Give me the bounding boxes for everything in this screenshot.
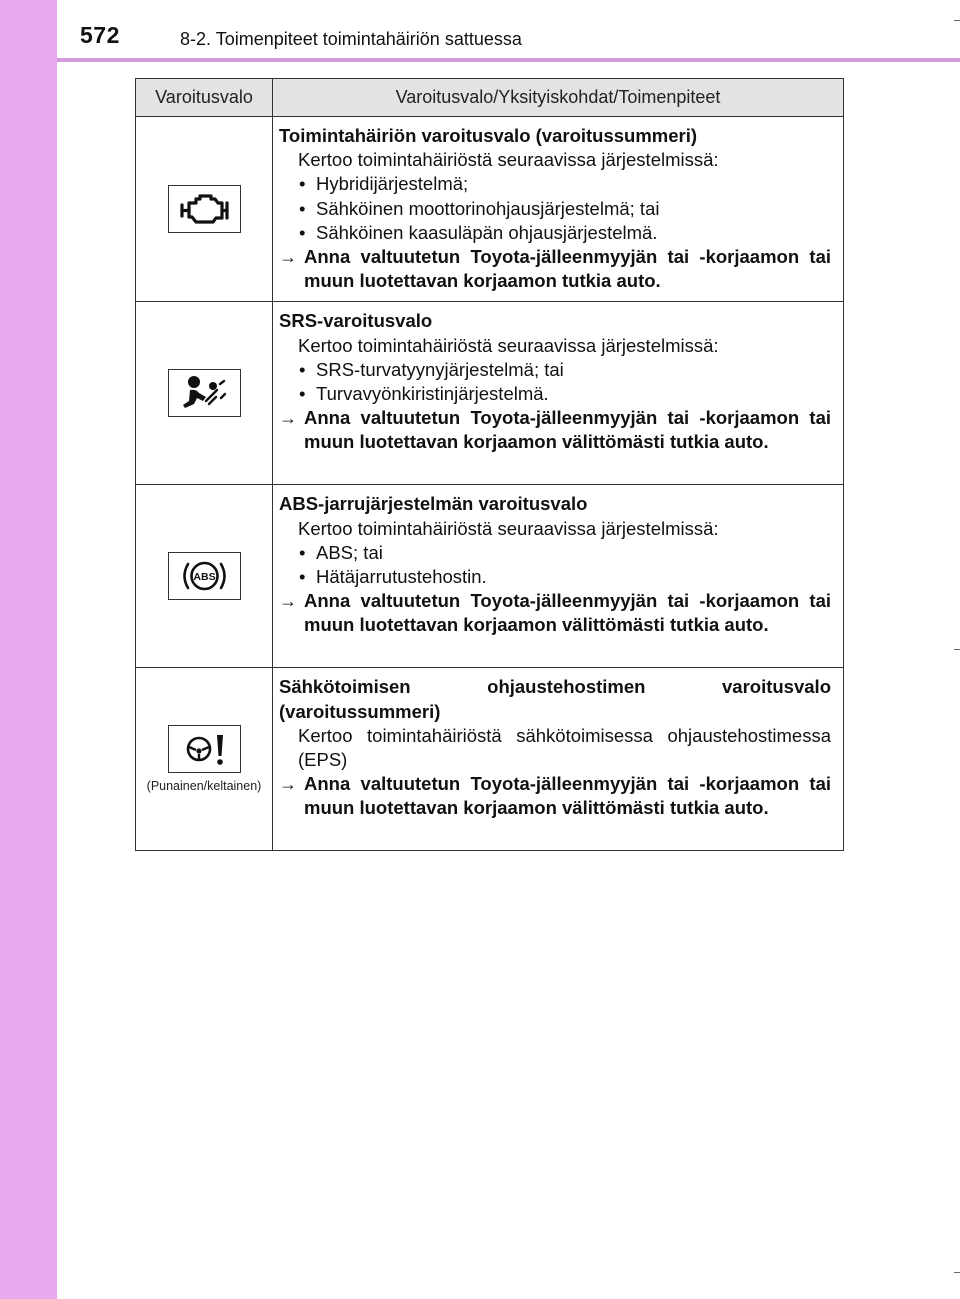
table-row xyxy=(136,117,844,302)
check-engine-icon xyxy=(168,185,241,233)
action-instruction xyxy=(279,772,831,820)
crop-mark xyxy=(954,20,960,21)
action-text: Anna valtuutetun Toyota-jälleenmyyjän tai -korjaamon tai muun luotettavan korjaamon tutkia auto. xyxy=(304,246,831,292)
action-text: Anna valtuutetun Toyota-jälleenmyyjän tai -korjaamon tai muun luotettavan korjaamon välittömästi tutkia auto. xyxy=(304,590,831,636)
icon-cell xyxy=(136,485,273,668)
crop-mark xyxy=(954,649,960,650)
warning-light-table xyxy=(135,78,844,851)
warning-description: Kertoo toimintahäiriöstä seuraavissa järjestelmissä: xyxy=(298,517,719,539)
column-header-details: Varoitusvalo/Yksityiskohdat/Toimenpiteet xyxy=(273,79,844,117)
table-header-row xyxy=(136,79,844,117)
icon-cell xyxy=(136,117,273,302)
warning-title: SRS-varoitusvalo xyxy=(279,310,433,332)
svg-text:ABS: ABS xyxy=(192,571,216,584)
arrow-right-icon: → xyxy=(279,247,297,268)
warning-title: ABS-jarrujärjestelmän varoitusvalo xyxy=(279,493,588,515)
arrow-right-icon: → xyxy=(279,408,297,429)
warning-description: Kertoo toimintahäiriöstä seuraavissa järjestelmissä: xyxy=(298,149,719,171)
list-item: • Hätäjarrutustehostin. xyxy=(279,565,831,589)
table-row xyxy=(136,485,844,668)
header-rule xyxy=(57,58,960,62)
side-color-band xyxy=(0,0,57,1299)
icon-cell xyxy=(136,302,273,485)
action-text: Anna valtuutetun Toyota-jälleenmyyjän tai -korjaamon tai muun luotettavan korjaamon välittömästi tutkia auto. xyxy=(304,407,831,453)
list-item: • Turvavyönkiristinjärjestelmä. xyxy=(279,382,831,406)
icon-caption: (Punainen/keltainen) xyxy=(146,779,262,794)
warning-description: Kertoo toimintahäiriöstä seuraavissa järjestelmissä: xyxy=(298,334,719,356)
action-instruction xyxy=(279,589,831,637)
abs-icon xyxy=(168,552,241,600)
page-number: 572 xyxy=(80,22,120,48)
list-item: • ABS; tai xyxy=(279,541,831,565)
warning-description: Kertoo toimintahäiriöstä sähkötoimisessa ohjaustehostimessa (EPS) xyxy=(298,724,831,771)
list-item: • Sähköinen moottorinohjausjärjestelmä; tai xyxy=(279,197,831,221)
action-text: Anna valtuutetun Toyota-jälleenmyyjän tai -korjaamon tai muun luotettavan korjaamon välittömästi tutkia auto. xyxy=(304,773,831,819)
warning-title: Toimintahäiriön varoitusvalo (varoitussummeri) xyxy=(279,125,698,146)
table-row xyxy=(136,668,844,851)
list-item: • Sähköinen kaasuläpän ohjausjärjestelmä. xyxy=(279,221,831,245)
eps-steering-icon xyxy=(168,725,241,773)
details-cell xyxy=(273,485,844,668)
warning-title: Sähkötoimisen ohjaustehostimen varoitusvalo (varoitussummeri) xyxy=(279,676,831,722)
arrow-right-icon: → xyxy=(279,774,297,795)
details-cell xyxy=(273,302,844,485)
table-row xyxy=(136,302,844,485)
column-header-light: Varoitusvalo xyxy=(136,79,273,117)
arrow-right-icon: → xyxy=(279,591,297,612)
crop-mark xyxy=(954,1272,960,1273)
details-cell xyxy=(273,668,844,851)
list-item: • SRS-turvatyynyjärjestelmä; tai xyxy=(279,358,831,382)
action-instruction xyxy=(279,245,831,293)
list-item: • Hybridijärjestelmä; xyxy=(279,172,831,196)
action-instruction xyxy=(279,406,831,454)
details-cell xyxy=(273,117,844,302)
icon-cell xyxy=(136,668,273,851)
section-title: 8-2. Toimenpiteet toimintahäiriön sattuessa xyxy=(180,29,522,49)
srs-airbag-icon xyxy=(168,369,241,417)
